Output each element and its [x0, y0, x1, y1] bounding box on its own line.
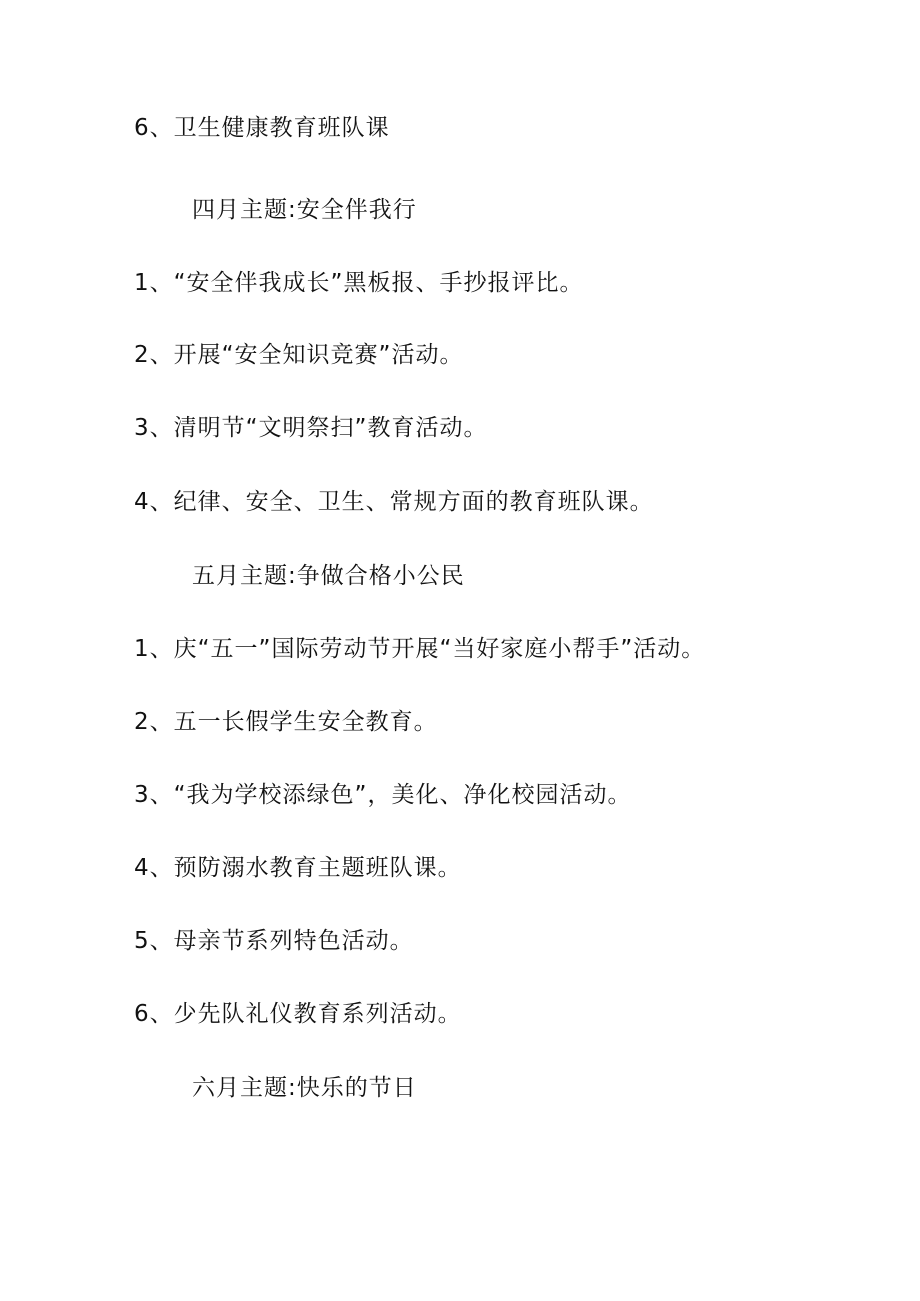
section-heading: 四月主题:安全伴我行: [192, 197, 417, 223]
list-item: 4、预防溺水教育主题班队课。: [134, 855, 462, 881]
list-item: 6、少先队礼仪教育系列活动。: [134, 1001, 462, 1027]
list-item: 5、母亲节系列特色活动。: [134, 928, 414, 954]
list-item: 3、清明节“文明祭扫”教育活动。: [134, 415, 488, 441]
list-item: 2、五一长假学生安全教育。: [134, 709, 438, 735]
list-item: 4、纪律、安全、卫生、常规方面的教育班队课。: [134, 489, 654, 515]
list-item: 2、开展“安全知识竞赛”活动。: [134, 342, 464, 368]
section-heading: 五月主题:争做合格小公民: [192, 563, 465, 589]
list-item: 1、“安全伴我成长”黑板报、手抄报评比。: [134, 270, 584, 296]
list-item: 1、庆“五一”国际劳动节开展“当好家庭小帮手”活动。: [134, 636, 706, 662]
section-heading: 六月主题:快乐的节日: [192, 1075, 417, 1101]
list-item: 3、“我为学校添绿色”，美化、净化校园活动。: [134, 782, 632, 808]
list-item: 6、卫生健康教育班队课: [134, 115, 390, 141]
